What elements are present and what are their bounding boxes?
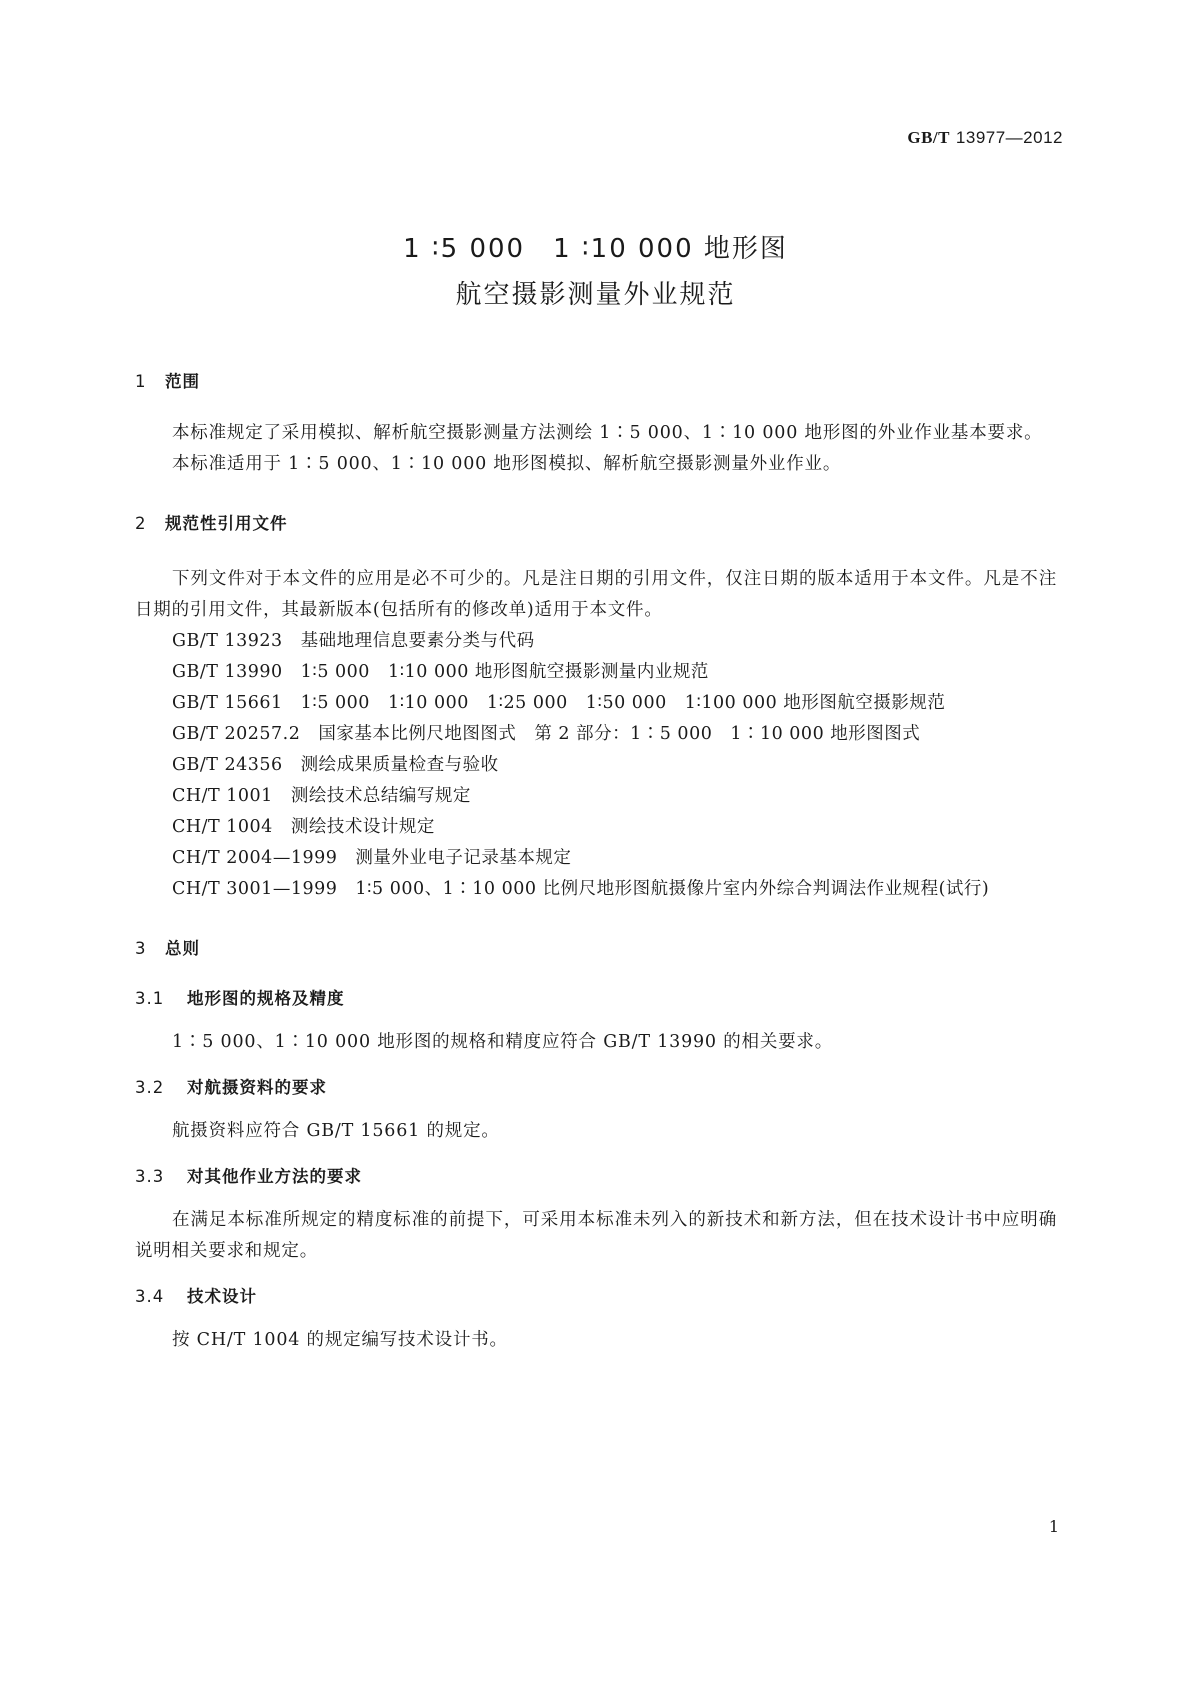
section-1-paragraph: 本标准规定了采用模拟、解析航空摄影测量方法测绘 1∶5 000、1∶10 000 地形图的外业作业基本要求。 xyxy=(172,423,1043,443)
reference-title: 国家基本比例尺地图图式 第 2 部分：1∶5 000 1∶10 000 地形图图式 xyxy=(318,724,921,744)
subsection-heading xyxy=(135,985,1057,1009)
subsection-number: 3.3 xyxy=(135,1167,165,1186)
reference-title: 1∶5 000 1∶10 000 1∶25 000 1∶50 000 1∶100 000 地形图航空摄影规范 xyxy=(300,693,946,713)
reference-code: GB/T 13990 xyxy=(172,662,283,682)
page-number: 1 xyxy=(1048,1517,1059,1536)
reference-code: GB/T 20257.2 xyxy=(172,724,301,744)
section-title: 规范性引用文件 xyxy=(165,514,288,533)
subsection-title: 对航摄资料的要求 xyxy=(187,1078,327,1097)
reference-code: CH/T 3001—1999 xyxy=(172,879,338,899)
reference-title: 测量外业电子记录基本规定 xyxy=(355,848,572,868)
reference-title: 测绘技术总结编写规定 xyxy=(290,786,471,806)
reference-item xyxy=(135,719,1057,750)
section-2-intro: 下列文件对于本文件的应用是必不可少的。凡是注日期的引用文件，仅注日期的版本适用于本文件。凡是不注日期的引用文件，其最新版本(包括所有的修改单)适用于本文件。 xyxy=(135,569,1057,620)
document-title xyxy=(0,226,1191,318)
section-number: 2 xyxy=(135,514,147,533)
title-line-1: 1 ∶5 000 1 ∶10 000 地形图 xyxy=(403,234,788,264)
reference-title: 1∶5 000、1∶10 000 比例尺地形图航摄像片室内外综合判调法作业规程(试行) xyxy=(355,879,990,899)
subsection-number: 3.1 xyxy=(135,989,165,1008)
reference-item xyxy=(135,657,1057,688)
reference-code: CH/T 1004 xyxy=(172,817,273,837)
subsection-heading xyxy=(135,1163,1057,1187)
reference-code: CH/T 1001 xyxy=(172,786,273,806)
reference-item xyxy=(135,626,1057,657)
section-title: 范围 xyxy=(165,372,200,391)
reference-item xyxy=(135,688,1057,719)
reference-code: CH/T 2004—1999 xyxy=(172,848,338,868)
section-1-paragraph: 本标准适用于 1∶5 000、1∶10 000 地形图模拟、解析航空摄影测量外业作业。 xyxy=(172,454,842,474)
subsection-paragraph: 在满足本标准所规定的精度标准的前提下，可采用本标准未列入的新技术和新方法，但在技术设计书中应明确说明相关要求和规定。 xyxy=(135,1210,1057,1261)
reference-title: 测绘成果质量检查与验收 xyxy=(300,755,499,775)
reference-code: GB/T 15661 xyxy=(172,693,283,713)
section-number: 1 xyxy=(135,372,147,391)
section-3-heading xyxy=(135,935,1057,959)
reference-item xyxy=(135,874,1057,905)
subsection-heading xyxy=(135,1074,1057,1098)
reference-item xyxy=(135,843,1057,874)
document-body xyxy=(135,368,1057,1356)
subsection-paragraph: 1∶5 000、1∶10 000 地形图的规格和精度应符合 GB/T 13990 的相关要求。 xyxy=(172,1032,834,1052)
standard-code: GB/T xyxy=(907,128,950,147)
standard-header xyxy=(907,128,1063,148)
reference-item xyxy=(135,781,1057,812)
title-line-2: 航空摄影测量外业规范 xyxy=(455,280,736,310)
reference-title: 1∶5 000 1∶10 000 地形图航空摄影测量内业规范 xyxy=(300,662,709,682)
reference-item xyxy=(135,812,1057,843)
section-1-heading xyxy=(135,368,1057,392)
subsection-paragraph: 航摄资料应符合 GB/T 15661 的规定。 xyxy=(172,1121,500,1141)
section-number: 3 xyxy=(135,939,147,958)
reference-item xyxy=(135,750,1057,781)
subsection-title: 技术设计 xyxy=(187,1287,257,1306)
reference-title: 测绘技术设计规定 xyxy=(290,817,435,837)
subsection-number: 3.2 xyxy=(135,1078,165,1097)
standard-number: 13977—2012 xyxy=(955,128,1063,147)
subsection-number: 3.4 xyxy=(135,1287,165,1306)
section-title: 总则 xyxy=(165,939,200,958)
subsection-paragraph: 按 CH/T 1004 的规定编写技术设计书。 xyxy=(172,1330,508,1350)
subsection-title: 地形图的规格及精度 xyxy=(187,989,345,1008)
reference-code: GB/T 24356 xyxy=(172,755,283,775)
section-2-heading xyxy=(135,510,1057,534)
reference-title: 基础地理信息要素分类与代码 xyxy=(300,631,535,651)
subsection-title: 对其他作业方法的要求 xyxy=(187,1167,362,1186)
subsection-heading xyxy=(135,1283,1057,1307)
reference-code: GB/T 13923 xyxy=(172,631,283,651)
